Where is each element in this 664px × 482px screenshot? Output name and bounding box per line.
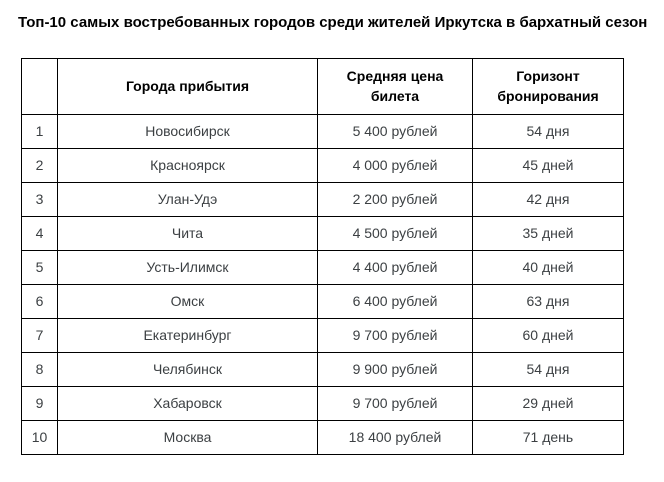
city-cell: Улан-Удэ xyxy=(58,183,318,217)
price-cell: 9 700 рублей xyxy=(318,387,473,421)
city-cell: Чита xyxy=(58,217,318,251)
price-cell: 4 000 рублей xyxy=(318,149,473,183)
rank-cell: 5 xyxy=(22,251,58,285)
price-cell: 6 400 рублей xyxy=(318,285,473,319)
horizon-cell: 54 дня xyxy=(473,353,624,387)
header-row xyxy=(22,59,624,115)
table-body xyxy=(22,115,624,455)
horizon-cell: 63 дня xyxy=(473,285,624,319)
horizon-cell: 42 дня xyxy=(473,183,624,217)
rank-cell: 3 xyxy=(22,183,58,217)
price-cell: 9 700 рублей xyxy=(318,319,473,353)
city-cell: Екатеринбург xyxy=(58,319,318,353)
table-row xyxy=(22,387,624,421)
table-row xyxy=(22,353,624,387)
horizon-cell: 29 дней xyxy=(473,387,624,421)
table-row xyxy=(22,251,624,285)
table-row xyxy=(22,183,624,217)
city-cell: Хабаровск xyxy=(58,387,318,421)
rank-cell: 4 xyxy=(22,217,58,251)
top10-cities-table xyxy=(21,58,624,455)
city-cell: Челябинск xyxy=(58,353,318,387)
city-cell: Новосибирск xyxy=(58,115,318,149)
column-header-horizon: Горизонт бронирования xyxy=(473,59,624,115)
price-cell: 4 500 рублей xyxy=(318,217,473,251)
rank-cell: 8 xyxy=(22,353,58,387)
rank-cell: 9 xyxy=(22,387,58,421)
rank-cell: 10 xyxy=(22,421,58,455)
horizon-cell: 45 дней xyxy=(473,149,624,183)
price-cell: 18 400 рублей xyxy=(318,421,473,455)
price-cell: 9 900 рублей xyxy=(318,353,473,387)
column-header-rank xyxy=(22,59,58,115)
page-title: Топ-10 самых востребованных городов среди жителей Иркутска в бархатный сезон xyxy=(18,14,648,31)
column-header-price: Средняя цена билета xyxy=(318,59,473,115)
rank-cell: 6 xyxy=(22,285,58,319)
city-cell: Усть-Илимск xyxy=(58,251,318,285)
table-row xyxy=(22,217,624,251)
table-row xyxy=(22,115,624,149)
horizon-cell: 71 день xyxy=(473,421,624,455)
city-cell: Красноярск xyxy=(58,149,318,183)
price-cell: 4 400 рублей xyxy=(318,251,473,285)
table-row xyxy=(22,149,624,183)
table-row xyxy=(22,285,624,319)
table-row xyxy=(22,421,624,455)
column-header-cities: Города прибытия xyxy=(58,59,318,115)
horizon-cell: 40 дней xyxy=(473,251,624,285)
price-cell: 2 200 рублей xyxy=(318,183,473,217)
rank-cell: 2 xyxy=(22,149,58,183)
horizon-cell: 35 дней xyxy=(473,217,624,251)
city-cell: Омск xyxy=(58,285,318,319)
horizon-cell: 60 дней xyxy=(473,319,624,353)
horizon-cell: 54 дня xyxy=(473,115,624,149)
table-row xyxy=(22,319,624,353)
rank-cell: 1 xyxy=(22,115,58,149)
rank-cell: 7 xyxy=(22,319,58,353)
price-cell: 5 400 рублей xyxy=(318,115,473,149)
city-cell: Москва xyxy=(58,421,318,455)
